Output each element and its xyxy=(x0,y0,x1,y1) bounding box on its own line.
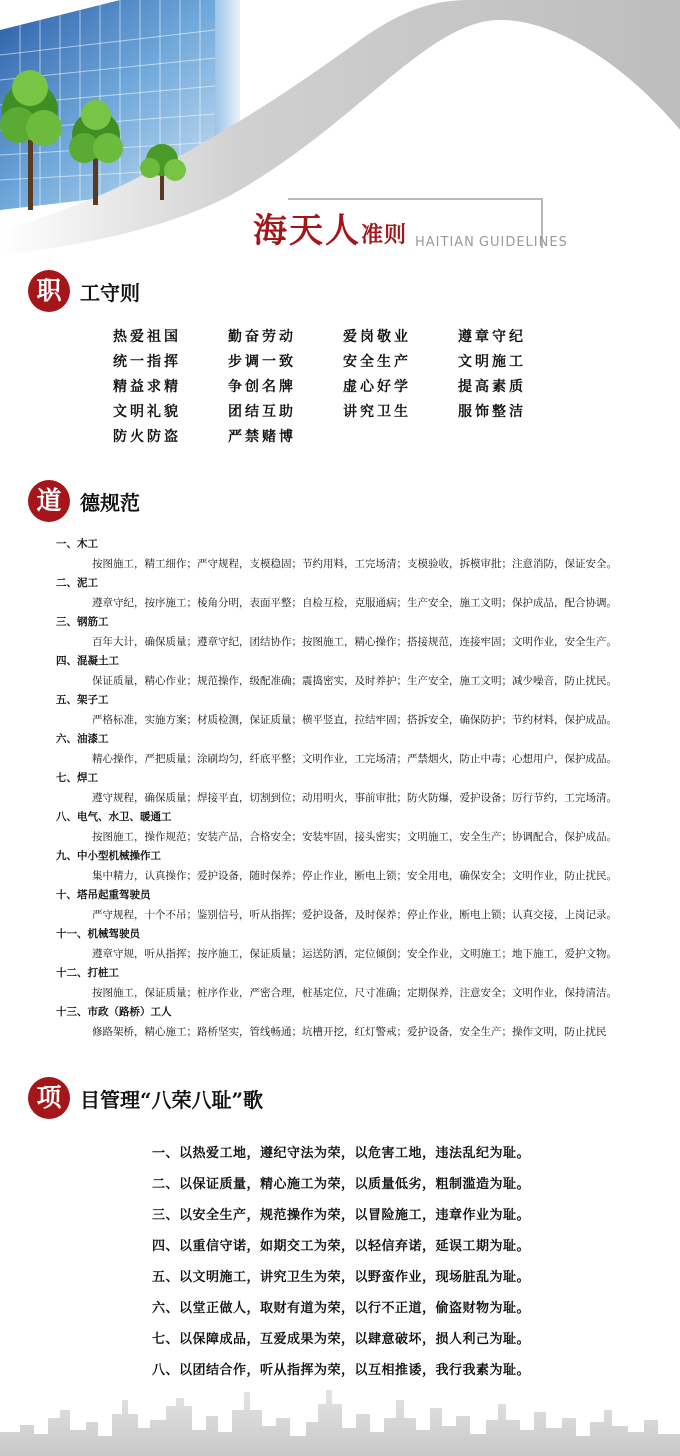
conduct-item: 精益求精 xyxy=(113,379,181,395)
rule-number: 四、混凝土工 xyxy=(56,655,119,667)
list-item: 二、以保证质量，精心施工为荣，以质量低劣，粗制滥造为耻。 xyxy=(152,1177,531,1192)
list-item: 三、以安全生产，规范操作为荣，以冒险施工，违章作业为耻。 xyxy=(152,1208,531,1223)
rule-text: 精心操作，严把质量；涂刷均匀，纤底平整；文明作业，工完场清；严禁烟火，防止中毒；心想用户，保护成品。 xyxy=(92,753,617,765)
conduct-item: 服饰整洁 xyxy=(458,404,526,420)
conduct-item: 勤奋劳动 xyxy=(228,329,296,345)
title-chinese: 海天人准则 xyxy=(253,211,408,251)
rule-number: 十一、机械驾驶员 xyxy=(56,928,140,940)
conduct-item: 严禁赌博 xyxy=(228,429,296,445)
conduct-item: 虚心好学 xyxy=(343,379,411,395)
conduct-item: 文明礼貌 xyxy=(113,404,181,420)
rule-text: 严格标准，实施方案；材质检测，保证质量；横平竖直，拉结牢固；搭拆安全，确保防护；节约材料，保护成品。 xyxy=(92,714,617,726)
list-item: 七、以保障成品，互爱成果为荣，以肆意破坏，损人利己为耻。 xyxy=(152,1332,531,1347)
rule-text: 按图施工，精工细作；严守规程，支模稳固；节约用料，工完场清；支模验收，拆模审批；注意消防，保证安全。 xyxy=(92,558,617,570)
conduct-item: 爱岗敬业 xyxy=(343,329,411,345)
conduct-item: 讲究卫生 xyxy=(343,404,411,420)
list-item: 六、以堂正做人，取财有道为荣，以行不正道，偷盗财物为耻。 xyxy=(152,1301,531,1316)
rule-text: 遵章守规，听从指挥；按序施工，保证质量；运送防洒，定位倾倒；安全作业，文明施工；地下施工，爱护文物。 xyxy=(92,948,617,960)
list-item: 一、以热爱工地，遵纪守法为荣，以危害工地，违法乱纪为耻。 xyxy=(152,1146,531,1161)
rule-number: 一、木工 xyxy=(56,538,98,550)
conduct-item: 文明施工 xyxy=(458,354,526,370)
rule-number: 五、架子工 xyxy=(56,694,109,706)
conduct-item: 遵章守纪 xyxy=(458,329,526,345)
rule-number: 十、塔吊起重驾驶员 xyxy=(56,889,151,901)
section-title: 德规范 xyxy=(80,491,140,515)
conduct-item: 热爱祖国 xyxy=(113,329,181,345)
rule-text: 遵守规程，确保质量；焊接平直，切割到位；动用明火，事前审批；防火防爆，爱护设备；厉行节约，工完场清。 xyxy=(92,792,617,804)
rule-text: 保证质量，精心作业；规范操作，级配准确；震捣密实，及时养护；生产安全，施工文明；减少噪音，防止扰民。 xyxy=(92,675,617,687)
section-title: 工守则 xyxy=(80,281,140,305)
conduct-item: 安全生产 xyxy=(343,354,411,370)
rule-number: 二、泥工 xyxy=(56,577,98,589)
rule-text: 按图施工，保证质量；桩序作业，严密合理，桩基定位，尺寸准确；定期保养，注意安全；文明作业，保持清洁。 xyxy=(92,987,617,999)
conduct-item: 防火防盗 xyxy=(113,429,181,445)
rule-text: 集中精力，认真操作；爱护设备，随时保养；停止作业，断电上锁；安全用电，确保安全；文明作业，防止扰民。 xyxy=(92,870,617,882)
page-title xyxy=(245,195,568,251)
rule-number: 八、电气、水卫、暖通工 xyxy=(56,811,172,823)
rule-number: 十二、打桩工 xyxy=(56,967,119,979)
rule-number: 六、油漆工 xyxy=(56,733,109,745)
section-badge: 职 xyxy=(28,270,70,312)
rule-number: 十三、市政（路桥）工人 xyxy=(56,1006,172,1018)
conduct-item: 团结互助 xyxy=(228,404,296,420)
list-item: 八、以团结合作，听从指挥为荣，以互相推诿，我行我素为耻。 xyxy=(152,1363,531,1378)
conduct-item: 提高素质 xyxy=(458,379,526,395)
rule-text: 修路架桥，精心施工；路桥坚实，管线畅通；坑槽开挖，红灯警戒；爱护设备，安全生产；操作文明，防止扰民 xyxy=(92,1026,607,1038)
section-title: 目管理“八荣八耻”歌 xyxy=(80,1088,264,1112)
conduct-item: 争创名牌 xyxy=(228,379,296,395)
city-skyline-illustration xyxy=(0,1370,680,1456)
rule-number: 七、焊工 xyxy=(56,772,98,784)
title-english: HAITIAN GUIDELINES xyxy=(415,235,568,250)
rule-number: 九、中小型机械操作工 xyxy=(56,850,161,862)
rule-text: 按图施工，操作规范；安装产品，合格安全；安装牢固，接头密实；文明施工，安全生产；协调配合，保护成品。 xyxy=(92,831,617,843)
list-item: 五、以文明施工，讲究卫生为荣，以野蛮作业，现场脏乱为耻。 xyxy=(152,1270,531,1285)
section-badge: 项 xyxy=(28,1077,70,1119)
list-item: 四、以重信守诺，如期交工为荣，以轻信弃诺，延误工期为耻。 xyxy=(152,1239,531,1254)
rule-text: 遵章守纪，按序施工；棱角分明，表面平整；自检互检，克服通病；生产安全，施工文明；保护成品，配合协调。 xyxy=(92,597,617,609)
conduct-item: 步调一致 xyxy=(228,354,296,370)
section-badge: 道 xyxy=(28,480,70,522)
conduct-item: 统一指挥 xyxy=(113,354,181,370)
rule-number: 三、钢筋工 xyxy=(56,616,109,628)
rule-text: 百年大计，确保质量；遵章守纪，团结协作；按图施工，精心操作；搭接规范，连接牢固；文明作业，安全生产。 xyxy=(92,636,617,648)
rule-text: 严守规程，十个不吊；鉴别信号，听从指挥；爱护设备，及时保养；停止作业，断电上锁；认真交接，上岗记录。 xyxy=(92,909,617,921)
